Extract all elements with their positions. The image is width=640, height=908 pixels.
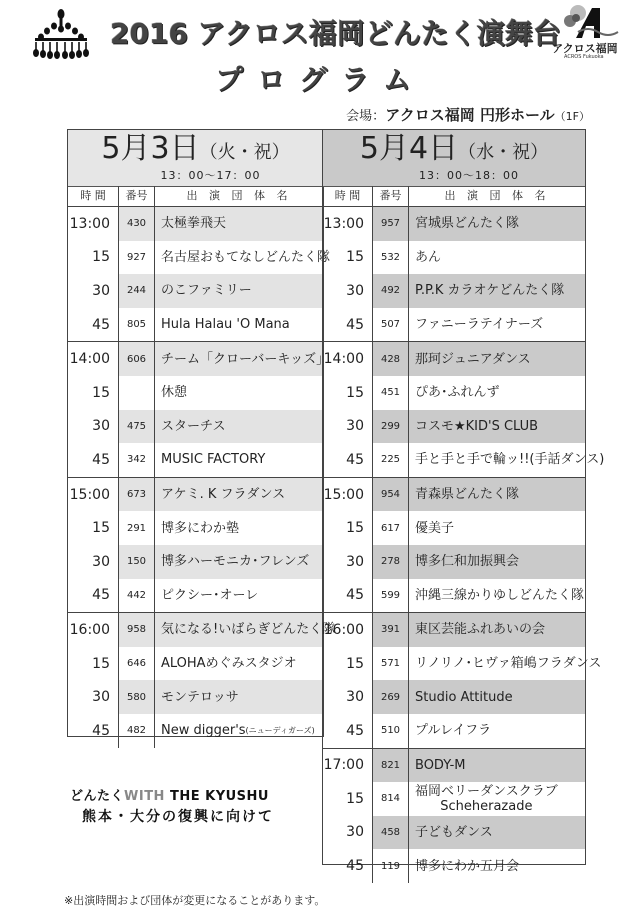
time-block — [68, 207, 331, 342]
table-row — [323, 647, 602, 681]
time-cell: 16:00 — [323, 613, 373, 647]
dontaku-logo-icon — [30, 8, 92, 60]
performer-name: ピクシー･オーレ — [161, 587, 259, 603]
performer-cell — [409, 545, 585, 579]
performer-name: 那珂ジュニアダンス — [415, 351, 531, 367]
table-row — [323, 308, 585, 342]
number-cell: 291 — [119, 511, 155, 545]
performer-cell — [155, 714, 323, 748]
time-cell: 15:00 — [323, 478, 373, 512]
performer-name: 手と手と手で輪ッ!!(手話ダンス) — [415, 452, 605, 468]
footnote: ※出演時間および団体が変更になることがあります。 — [64, 894, 326, 907]
time-cell: 15 — [323, 511, 373, 545]
time-cell: 30 — [68, 680, 119, 714]
performer-cell — [409, 579, 585, 613]
number-cell: 342 — [119, 443, 155, 477]
schedule-day-1 — [67, 129, 336, 739]
table-row — [68, 342, 330, 376]
number-cell: 954 — [373, 478, 409, 512]
performer-cell — [155, 443, 323, 477]
performer-name: リノリノ･ヒヴァ箱嶋フラダンス — [415, 656, 602, 672]
time-cell: 15 — [68, 511, 119, 545]
table-row — [68, 207, 323, 241]
performer-name: 名古屋おもてなしどんたく隊 — [161, 249, 331, 265]
table-row — [323, 579, 585, 613]
performer-cell — [155, 680, 323, 714]
table-row — [68, 241, 331, 275]
performer-cell — [155, 207, 323, 241]
time-block — [68, 342, 330, 477]
performer-name: Hula Halau 'O Mana — [161, 317, 290, 333]
time-cell: 45 — [323, 579, 373, 613]
table-row — [323, 342, 585, 376]
number-cell: 150 — [119, 545, 155, 579]
number-cell: 492 — [373, 274, 409, 308]
number-cell: 599 — [373, 579, 409, 613]
acros-logo-text: アクロス福岡 — [552, 42, 618, 55]
performer-cell — [409, 714, 585, 748]
table-row — [323, 274, 585, 308]
number-cell: 451 — [373, 376, 409, 410]
performer-name-reading: (ニューディガーズ) — [245, 726, 315, 736]
table-row — [68, 714, 323, 748]
table-row — [323, 376, 585, 410]
performer-cell — [155, 647, 323, 681]
performer-cell — [409, 207, 585, 241]
table-row — [323, 511, 585, 545]
number-cell: 821 — [373, 749, 409, 783]
number-cell: 269 — [373, 680, 409, 714]
performer-name: あん — [415, 249, 442, 265]
number-cell: 278 — [373, 545, 409, 579]
performer-name: 福岡ベリーダンスクラブ — [415, 783, 558, 799]
table-row — [323, 680, 585, 714]
performer-name: 宮城県どんたく隊 — [415, 216, 520, 232]
performer-cell — [409, 816, 585, 850]
time-cell: 15 — [323, 241, 373, 275]
day-hours: 13：00〜18：00 — [419, 169, 519, 182]
number-cell: 927 — [119, 241, 155, 275]
performer-cell — [155, 579, 323, 613]
schedule-day-2 — [322, 129, 605, 875]
column-headers — [323, 186, 585, 207]
performer-name: 休憩 — [161, 385, 188, 401]
col-name: 出 演 団 体 名 — [186, 189, 292, 202]
slogan-line-2: 熊本・大分の復興に向けて — [82, 809, 274, 825]
number-cell: 475 — [119, 410, 155, 444]
performer-cell — [409, 241, 585, 275]
performer-cell — [155, 308, 323, 342]
number-cell: 958 — [119, 613, 155, 647]
table-row — [323, 714, 585, 748]
performer-name: 博多にわか塾 — [161, 520, 240, 536]
time-cell: 45 — [323, 443, 373, 477]
performer-cell — [409, 308, 585, 342]
time-block — [323, 207, 585, 342]
table-row — [68, 511, 323, 545]
day-date: 5月4日 — [359, 131, 459, 166]
acros-logo-icon — [548, 4, 628, 44]
table-row — [323, 782, 585, 816]
performer-cell — [409, 511, 585, 545]
number-cell: 458 — [373, 816, 409, 850]
time-cell: 30 — [68, 410, 119, 444]
performer-name: 優美子 — [415, 520, 455, 536]
table-row — [323, 749, 585, 783]
venue-name: アクロス福岡 円形ホール — [385, 106, 555, 124]
table-row — [68, 308, 323, 342]
performer-name: MUSIC FACTORY — [161, 452, 266, 468]
number-cell: 606 — [119, 342, 155, 376]
number-cell: 617 — [373, 511, 409, 545]
performer-cell — [409, 443, 605, 477]
time-cell: 15:00 — [68, 478, 119, 512]
table-row — [323, 849, 585, 883]
venue-info — [300, 104, 590, 125]
table-row — [68, 410, 323, 444]
table-row — [323, 545, 585, 579]
day-of-week: （水・祝） — [458, 142, 549, 163]
performer-cell — [155, 376, 323, 410]
time-cell: 45 — [68, 443, 119, 477]
performer-name: BODY-M — [415, 757, 466, 773]
time-cell: 30 — [68, 274, 119, 308]
table-row — [68, 478, 323, 512]
number-cell: 430 — [119, 207, 155, 241]
number-cell — [119, 376, 155, 410]
slogan-line-1 — [70, 785, 269, 804]
number-cell: 673 — [119, 478, 155, 512]
time-block — [323, 749, 585, 883]
performer-name: P.P.K カラオケどんたく隊 — [415, 283, 565, 299]
number-cell: 510 — [373, 714, 409, 748]
performer-cell — [409, 410, 585, 444]
time-cell: 45 — [323, 849, 373, 883]
day-of-week: （火・祝） — [199, 142, 290, 163]
performer-name: チーム「クローバーキッズ」 — [161, 351, 330, 367]
performer-cell — [409, 749, 585, 783]
day-header — [68, 130, 323, 187]
time-cell: 15 — [323, 647, 373, 681]
performer-cell — [155, 613, 336, 647]
acros-logo — [548, 4, 628, 64]
performer-name: 博多にわか五月会 — [415, 858, 520, 874]
table-row — [68, 647, 323, 681]
time-block — [323, 613, 602, 748]
performer-name: ファニーラテイナーズ — [415, 317, 544, 333]
performer-name-line2: Scheherazade — [440, 798, 533, 814]
table-row — [68, 376, 323, 410]
time-cell: 15 — [68, 647, 119, 681]
table-row — [323, 443, 605, 477]
time-block — [323, 478, 585, 613]
time-cell: 14:00 — [323, 342, 373, 376]
performer-name: 子どもダンス — [415, 824, 493, 840]
performer-name: コスモ★KID'S CLUB — [415, 418, 539, 434]
time-block — [68, 478, 323, 613]
col-time: 時 間 — [323, 186, 373, 206]
day-date: 5月3日 — [101, 131, 200, 166]
day-hours: 13：00〜17：00 — [160, 169, 261, 182]
slogan-kyushu: THE KYUSHU — [164, 789, 269, 804]
time-cell: 13:00 — [68, 207, 119, 241]
col-num: 番号 — [373, 186, 409, 206]
table-row — [68, 443, 323, 477]
performer-cell — [409, 613, 585, 647]
table-row — [323, 207, 585, 241]
table-row — [68, 545, 323, 579]
time-cell: 17:00 — [323, 749, 373, 783]
time-cell: 30 — [323, 816, 373, 850]
col-name: 出 演 団 体 名 — [444, 189, 550, 202]
col-num: 番号 — [119, 186, 155, 206]
number-cell: 442 — [119, 579, 155, 613]
performer-cell — [155, 545, 323, 579]
performer-cell — [155, 241, 331, 275]
table-row — [323, 816, 585, 850]
performer-cell — [409, 274, 585, 308]
table-row — [323, 410, 585, 444]
performer-cell — [155, 478, 323, 512]
column-headers — [68, 186, 323, 207]
performer-cell — [409, 680, 585, 714]
number-cell: 957 — [373, 207, 409, 241]
slogan-dontaku: どんたく — [70, 789, 125, 804]
page-subtitle: プログラム — [215, 63, 425, 96]
number-cell: 428 — [373, 342, 409, 376]
time-cell: 30 — [68, 545, 119, 579]
performer-name: プルレイフラ — [415, 723, 492, 739]
number-cell: 391 — [373, 613, 409, 647]
number-cell: 571 — [373, 647, 409, 681]
performer-name: ALOHAめぐみスタジオ — [161, 656, 297, 672]
page-title: 2016 アクロス福岡どんたく演舞台 — [110, 17, 561, 50]
number-cell: 225 — [373, 443, 409, 477]
number-cell: 580 — [119, 680, 155, 714]
time-cell: 13:00 — [323, 207, 373, 241]
acros-logo-subtext: ACROS Fukuoka — [564, 54, 604, 60]
number-cell: 805 — [119, 308, 155, 342]
venue-floor: （1F） — [554, 110, 590, 123]
performer-name: 青森県どんたく隊 — [415, 487, 520, 503]
table-row — [68, 274, 323, 308]
number-cell: 814 — [373, 782, 409, 816]
slogan-with: WITH — [124, 789, 165, 804]
performer-cell — [409, 478, 585, 512]
time-cell: 15 — [68, 241, 119, 275]
number-cell: 507 — [373, 308, 409, 342]
performer-cell — [409, 782, 585, 816]
time-cell: 15 — [68, 376, 119, 410]
time-block — [323, 342, 605, 477]
time-cell: 15 — [323, 782, 373, 816]
performer-name: 博多仁和加振興会 — [415, 554, 520, 570]
number-cell: 244 — [119, 274, 155, 308]
number-cell: 299 — [373, 410, 409, 444]
day-header — [323, 130, 585, 187]
table-row — [323, 478, 585, 512]
performer-cell — [155, 410, 323, 444]
table-row — [323, 241, 585, 275]
time-block — [68, 613, 336, 747]
table-row — [68, 613, 336, 647]
time-cell: 15 — [323, 376, 373, 410]
number-cell: 119 — [373, 849, 409, 883]
performer-name: 太極拳飛天 — [161, 216, 227, 232]
time-cell: 16:00 — [68, 613, 119, 647]
performer-name: アケミ. K フラダンス — [161, 487, 286, 503]
performer-cell — [409, 342, 585, 376]
performer-cell — [155, 274, 323, 308]
performer-name: のこファミリー — [161, 283, 252, 299]
performer-cell — [409, 647, 602, 681]
performer-name: スターチス — [161, 418, 226, 434]
performer-name: 博多ハーモニカ･フレンズ — [161, 554, 310, 570]
performer-name: モンテロッサ — [161, 689, 239, 705]
number-cell: 532 — [373, 241, 409, 275]
time-cell: 45 — [68, 714, 119, 748]
time-cell: 30 — [323, 680, 373, 714]
table-row — [68, 680, 323, 714]
performer-name: 東区芸能ふれあいの会 — [415, 622, 546, 638]
performer-cell — [409, 849, 585, 883]
performer-cell — [155, 511, 323, 545]
number-cell: 646 — [119, 647, 155, 681]
time-cell: 45 — [323, 308, 373, 342]
number-cell: 482 — [119, 714, 155, 748]
time-cell: 45 — [68, 308, 119, 342]
performer-name: 気になる!いばらぎどんたく隊 — [161, 622, 336, 638]
table-row — [323, 613, 585, 647]
time-cell: 14:00 — [68, 342, 119, 376]
col-time: 時 間 — [68, 186, 119, 206]
performer-name: New digger's — [161, 723, 246, 739]
venue-label: 会場： — [346, 109, 386, 124]
time-cell: 45 — [323, 714, 373, 748]
performer-cell — [155, 342, 330, 376]
time-cell: 45 — [68, 579, 119, 613]
time-cell: 30 — [323, 545, 373, 579]
time-cell: 30 — [323, 410, 373, 444]
time-cell: 30 — [323, 274, 373, 308]
table-row — [68, 579, 323, 613]
performer-name: 沖縄三線かりゆしどんたく隊 — [415, 587, 585, 603]
performer-name: Studio Attitude — [415, 689, 513, 705]
performer-cell — [409, 376, 585, 410]
performer-name: ぴあ･ふれんず — [415, 385, 500, 401]
